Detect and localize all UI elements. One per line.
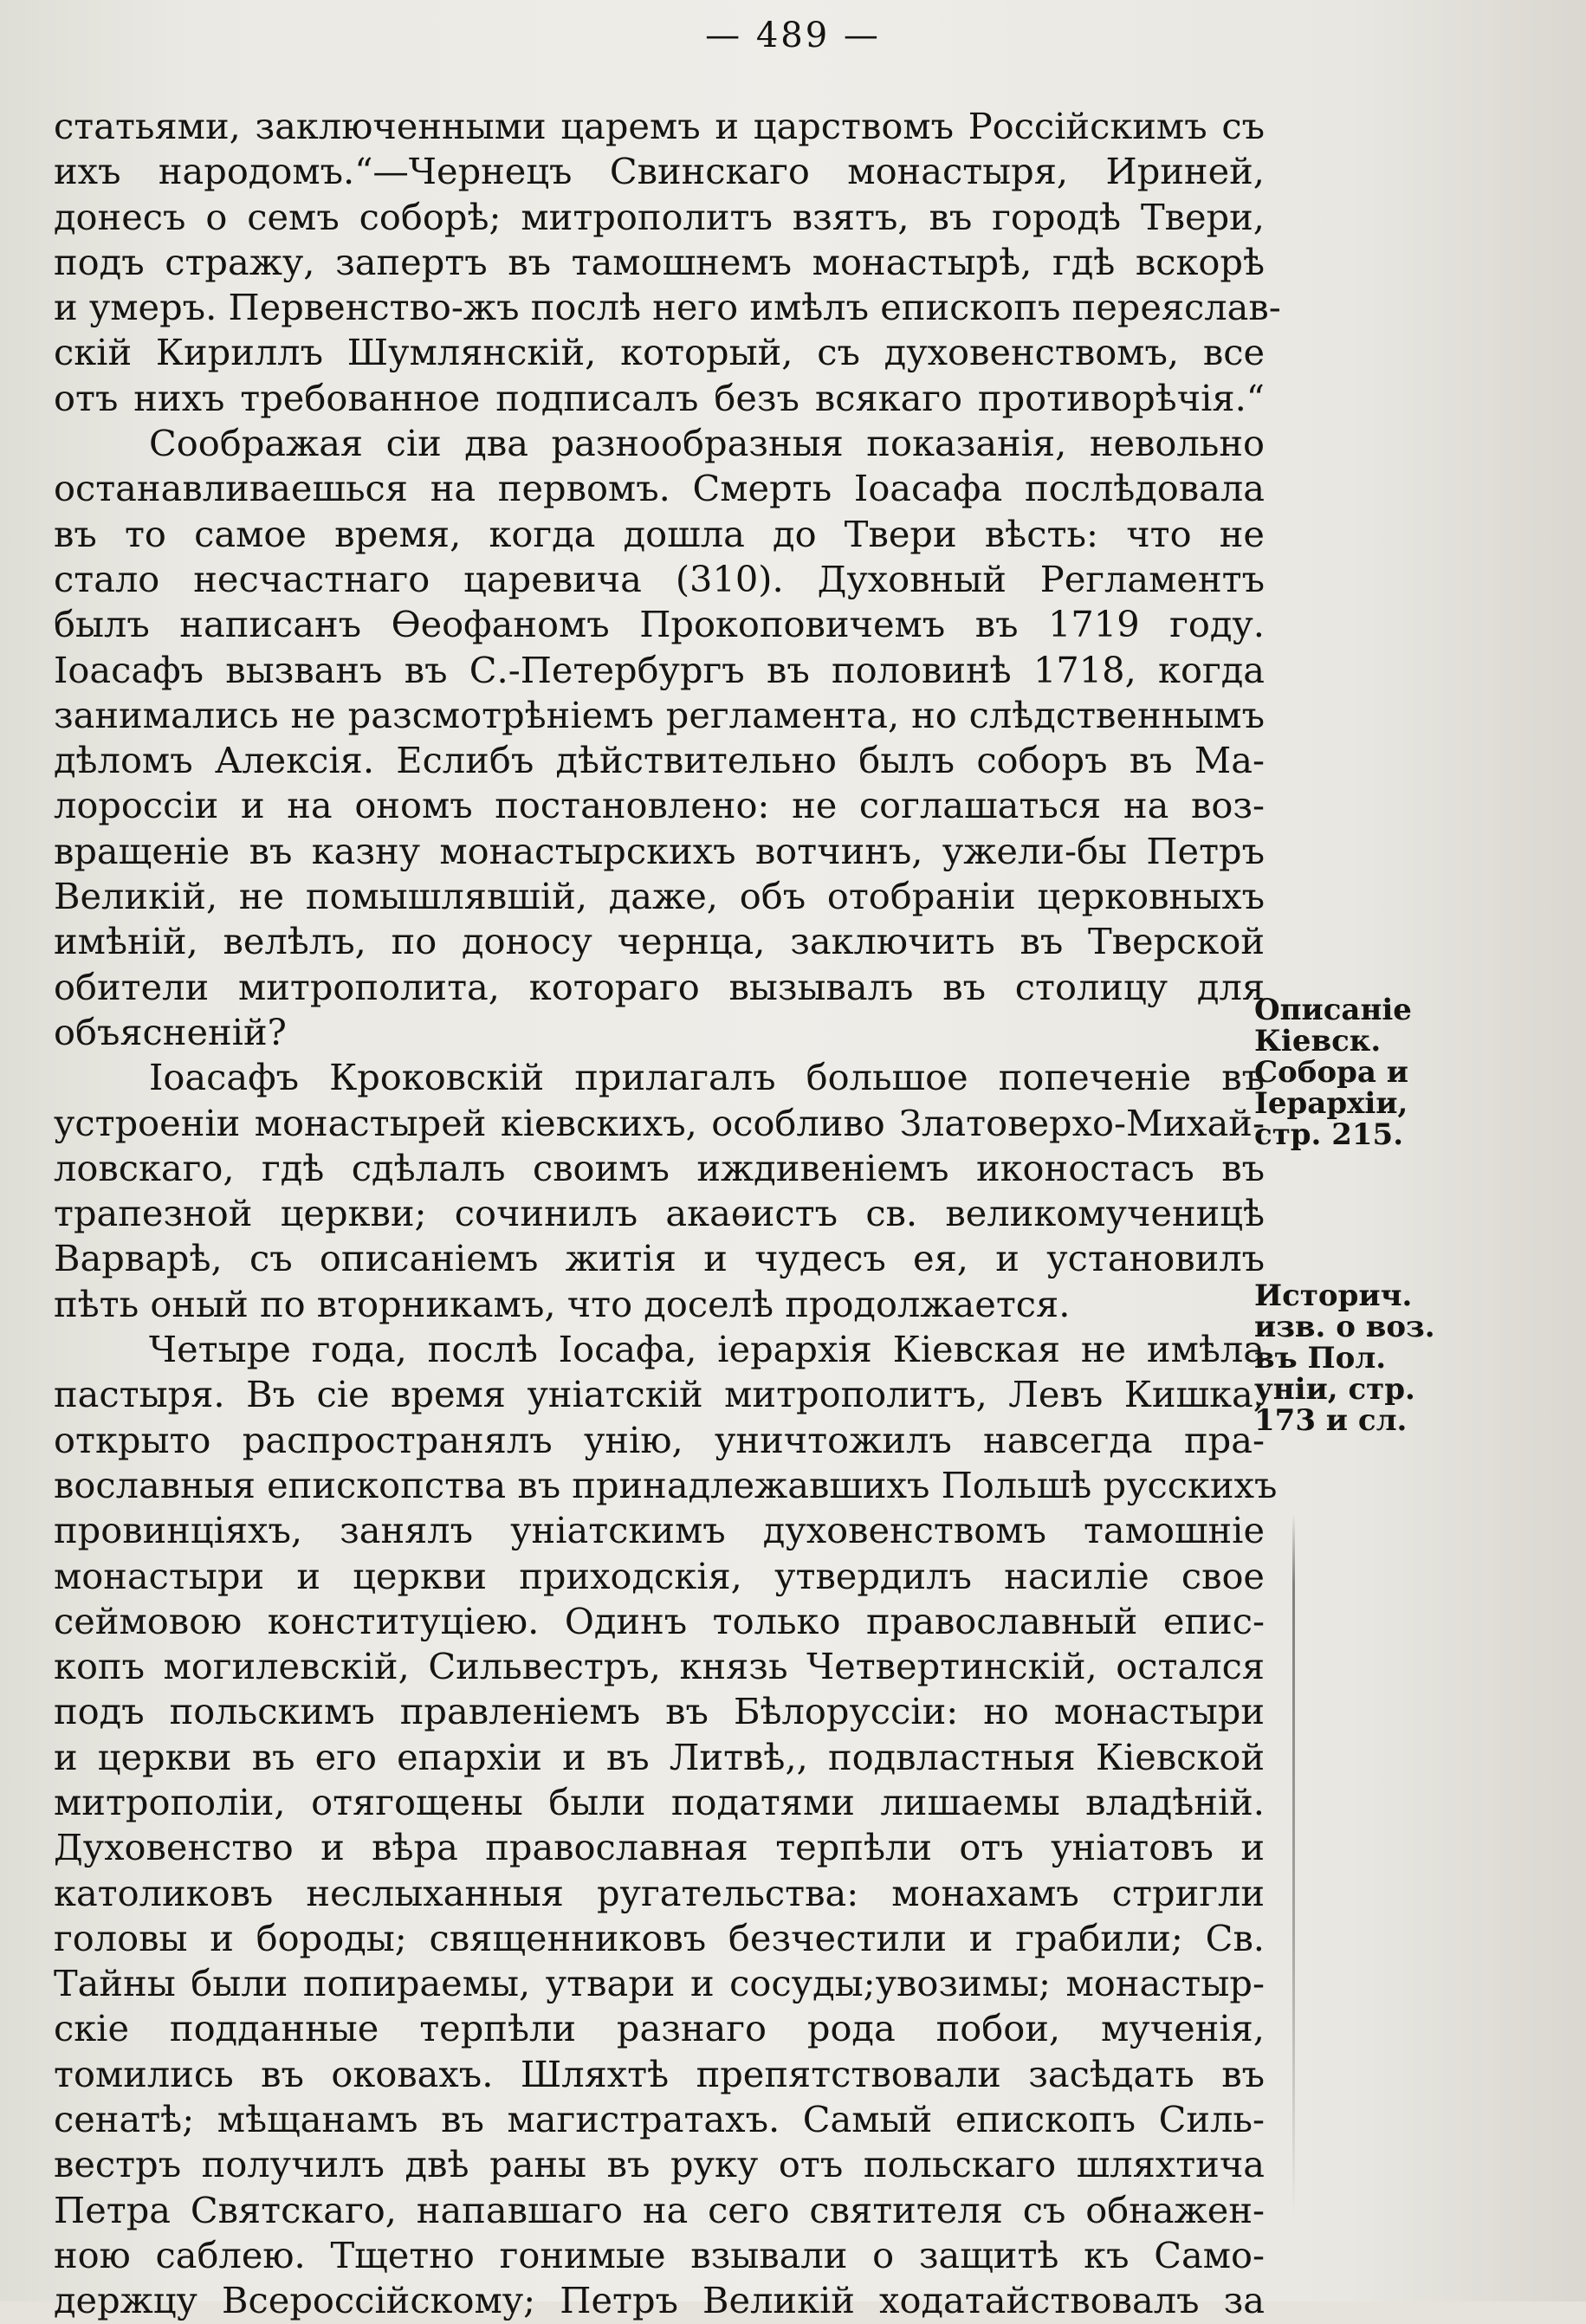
text-line: останавливаешься на первомъ. Смерть Іоасафа послѣдовала [54,467,1265,510]
text-line: открыто распространялъ унію, уничтожилъ навсегда пра- [54,1418,1265,1461]
margin-note-line: изв. о воз. [1254,1310,1435,1344]
text-line: трапезной церкви; сочинилъ акаѳистъ св. великомученицѣ [54,1192,1265,1235]
text-line: сеймовою конституціею. Одинъ только православный епис- [54,1599,1265,1642]
text-line: католиковъ неслыханныя ругательства: монахамъ стригли [54,1871,1265,1914]
text-line: стало несчастнаго царевича (310). Духовный Регламентъ [54,557,1265,600]
text-line: Великій, не помышлявшій, даже, объ отобраніи церковныхъ [54,875,1265,918]
text-line: вестръ получилъ двѣ раны въ руку отъ польскаго шляхтича [54,2143,1265,2186]
text-line: томились въ оковахъ. Шляхтѣ препятствовали засѣдать въ [54,2052,1265,2095]
margin-note-line: Собора и [1254,1055,1408,1090]
text-line: Іоасафъ Кроковскій прилагалъ большое попеченіе въ [149,1056,1265,1099]
text-line: сенатѣ; мѣщанамъ въ магистратахъ. Самый епископъ Силь- [54,2098,1265,2141]
text-line: Тайны были попираемы, утвари и сосуды;увозимы; монастыр- [54,1962,1265,2005]
margin-note-line: въ Пол. [1254,1341,1387,1376]
text-line: пѣть оный по вторникамъ, что доселѣ продолжается. [54,1282,1071,1325]
text-line: вославныя епископства въ принадлежавшихъ Польшѣ русскихъ [54,1463,1278,1506]
text-line: отъ нихъ требованное подписалъ безъ всякаго противорѣчія.“ [54,376,1265,419]
text-line: и умеръ. Первенство-жъ послѣ него имѣлъ епископъ переяслав- [54,286,1281,329]
text-line: ихъ народомъ.“—Чернецъ Свинскаго монастыря, Ириней, [54,150,1265,193]
text-line: и церкви въ его епархіи и въ Литвѣ,, подвластныя Кіевской [54,1735,1265,1778]
text-line: занимались не разсмотрѣніемъ регламента, но слѣдственнымъ [54,693,1265,736]
text-line: Петра Святскаго, напавшаго на сего святителя съ обнажен- [54,2188,1265,2231]
margin-note-line: Кіевск. [1254,1024,1382,1058]
margin-note-line: стр. 215. [1254,1117,1404,1152]
text-line: митрополіи, отягощены были податями лишаемы владѣній. [54,1780,1265,1823]
text-line: устроеніи монастырей кіевскихъ, особливо Златоверхо-Михай- [54,1101,1265,1144]
text-line: скій Кириллъ Шумлянскій, который, съ духовенствомъ, все [54,331,1265,374]
text-line: былъ написанъ Ѳеофаномъ Прокоповичемъ въ 1719 году. [54,603,1265,646]
margin-note-line: 173 и сл. [1254,1403,1408,1438]
margin-note-line: уніи, стр. [1254,1372,1415,1407]
text-line: держцу Всероссійскому; Петръ Великій ходатайствовалъ за [54,2279,1265,2322]
margin-pencil-mark [1292,1514,1295,2216]
text-line: объясненій? [54,1010,287,1053]
body-text [54,104,1281,2324]
text-line: обители митрополита, котораго вызывалъ въ столицу для [54,965,1265,1008]
page-number: — 489 — [705,16,881,55]
text-line: головы и бороды; священниковъ безчестили и грабили; Св. [54,1916,1265,1959]
text-line: дѣломъ Алексія. Еслибъ дѣйствительно былъ соборъ въ Ма- [54,739,1265,782]
text-line: донесъ о семъ соборѣ; митрополитъ взятъ, въ городѣ Твери, [54,195,1265,238]
text-line: лороссіи и на ономъ постановлено: не соглашаться на воз- [54,784,1265,827]
margin-note-line: Описаніе [1254,993,1412,1027]
text-line: скіе подданные терпѣли разнаго рода побои, мученія, [54,2007,1265,2050]
text-line: подъ стражу, запертъ въ тамошнемъ монастырѣ, гдѣ вскорѣ [54,240,1265,283]
text-line: статьями, заключенными царемъ и царствомъ Россійскимъ съ [54,105,1265,147]
text-line: пастыря. Въ сіе время уніатскій митрополитъ, Левъ Кишка, [54,1373,1265,1416]
text-line: въ то самое время, когда дошла до Твери вѣсть: что не [54,512,1265,555]
text-line: копъ могилевскій, Сильвестръ, князь Четвертинскій, остался [54,1645,1265,1688]
margin-note-line: Историч. [1254,1279,1413,1313]
text-line: Духовенство и вѣра православная терпѣли отъ уніатовъ и [54,1826,1265,1869]
text-line: подъ польскимъ правленіемъ въ Бѣлоруссіи: но монастыри [54,1690,1265,1733]
text-line: провинціяхъ, занялъ уніатскимъ духовенствомъ тамошніе [54,1509,1265,1552]
text-line: ною саблею. Тщетно гонимые взывали о защитѣ къ Само- [54,2233,1265,2276]
text-line: ловскаго, гдѣ сдѣлалъ своимъ иждивеніемъ иконостасъ въ [54,1146,1265,1189]
text-line: Соображая сіи два разнообразныя показанія, невольно [149,422,1265,465]
margin-note-history [1254,1280,1445,1436]
margin-note-description [1254,994,1445,1150]
margin-note-line: Іерархіи, [1254,1086,1408,1121]
text-line: имѣній, велѣлъ, по доносу чернца, заключить въ Тверской [54,920,1265,963]
text-line: Варварѣ, съ описаніемъ житія и чудесъ ея, и установилъ [54,1237,1265,1280]
text-line: Іоасафъ вызванъ въ С.-Петербургъ въ половинѣ 1718, когда [54,648,1265,691]
text-line: Четыре года, послѣ Іосафа, іерархія Кіевская не имѣла [149,1328,1265,1371]
text-line: вращеніе въ казну монастырскихъ вотчинъ, ужели-бы Петръ [54,829,1265,872]
text-line: монастыри и церкви приходскія, утвердилъ насиліе свое [54,1554,1265,1597]
